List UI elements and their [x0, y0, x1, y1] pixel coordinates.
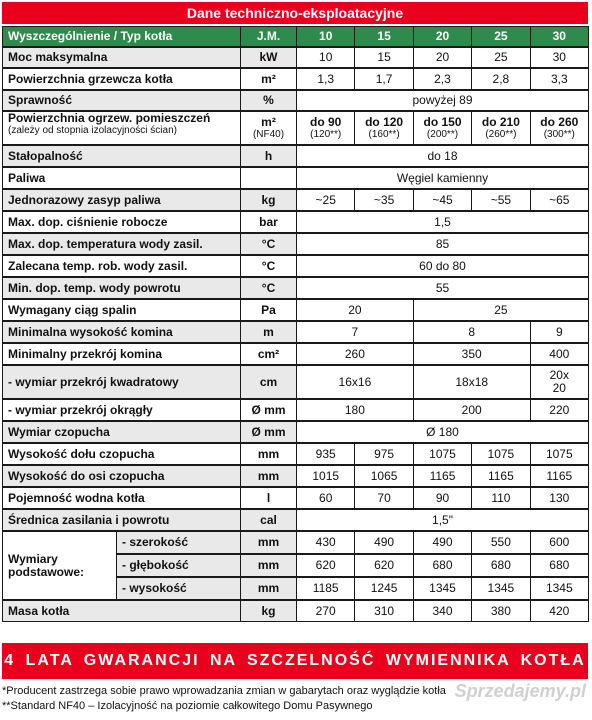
- row-23-value-2: 1345: [413, 577, 472, 600]
- row-22-value-0: 620: [296, 554, 355, 577]
- row-15-value-0: 180: [296, 399, 414, 421]
- row-unit-11: Pa: [240, 299, 297, 321]
- row-unit-3: [240, 111, 297, 145]
- row-label-sub: (zależy od stopnia izolacyjności ścian): [8, 125, 177, 136]
- value-sub: (120**): [310, 128, 342, 140]
- row-3-value-4: [530, 111, 589, 145]
- value-main: do 90: [310, 114, 342, 129]
- row-label-4: Stałopalność: [2, 145, 241, 167]
- value-main: do 120: [365, 114, 404, 129]
- row-12-value-2: 9: [530, 321, 589, 343]
- row-unit-21: mm: [240, 531, 297, 554]
- row-0-value-1: 15: [354, 47, 413, 68]
- row-11-value-0: 20: [296, 299, 414, 321]
- row-label-1: Powierzchnia grzewcza kotła: [2, 68, 241, 90]
- row-unit-1: m²: [240, 68, 297, 90]
- row-17-value-2: 1075: [413, 443, 472, 465]
- row-11-value-1: 25: [413, 299, 589, 321]
- row-18-value-0: 1015: [296, 465, 355, 487]
- row-label-17: Wysokość dołu czopucha: [2, 443, 241, 465]
- row-21-value-4: 600: [530, 531, 589, 554]
- value-main: do 210: [481, 114, 520, 129]
- row-label-6: Jednorazowy zasyp paliwa: [2, 189, 241, 211]
- row-21-value-2: 490: [413, 531, 472, 554]
- row-unit-sub: (NF40): [252, 128, 285, 140]
- row-23-value-3: 1345: [471, 577, 530, 600]
- row-12-value-1: 8: [413, 321, 531, 343]
- row-23-value-4: 1345: [530, 577, 589, 600]
- row-label-main: Powierzchnia ogrzew. pomieszczeń: [8, 111, 211, 125]
- row-16-value-0: Ø 180: [296, 421, 589, 443]
- row-label-3: [2, 111, 241, 145]
- row-3-value-0: [296, 111, 355, 145]
- row-21-value-1: 490: [354, 531, 413, 554]
- row-unit-15: Ø mm: [240, 399, 297, 421]
- header-model-25: 25: [471, 26, 530, 47]
- row-unit-main: m²: [261, 114, 276, 129]
- row-unit-20: cal: [240, 509, 297, 531]
- row-17-value-3: 1075: [471, 443, 530, 465]
- row-label-12: Minimalna wysokość komina: [2, 321, 241, 343]
- row-unit-18: mm: [240, 465, 297, 487]
- row-18-value-1: 1065: [354, 465, 413, 487]
- row-19-value-2: 90: [413, 487, 472, 509]
- value-main: do 260: [540, 114, 579, 129]
- value-sub: (260**): [485, 128, 517, 140]
- row-17-value-4: 1075: [530, 443, 589, 465]
- row-unit-9: °C: [240, 255, 297, 277]
- row-5-value-0: Węgiel kamienny: [296, 167, 589, 189]
- header-unit: J.M.: [240, 26, 297, 47]
- row-unit-19: l: [240, 487, 297, 509]
- row-23-value-1: 1245: [354, 577, 413, 600]
- row-3-value-2: [413, 111, 472, 145]
- row-17-value-1: 975: [354, 443, 413, 465]
- row-unit-22: mm: [240, 554, 297, 577]
- row-24-value-0: 270: [296, 600, 355, 622]
- row-2-value-0: powyżej 89: [296, 90, 589, 111]
- row-unit-10: °C: [240, 277, 297, 299]
- row-label-5: Paliwa: [2, 167, 241, 189]
- warranty-banner: 4 LATA GWARANCJI NA SZCZELNOŚĆ WYMIENNIKA KOTŁA: [2, 643, 588, 679]
- row-17-value-0: 935: [296, 443, 355, 465]
- row-19-value-0: 60: [296, 487, 355, 509]
- row-15-value-2: 220: [530, 399, 589, 421]
- row-22-value-1: 620: [354, 554, 413, 577]
- row-unit-14: cm: [240, 365, 297, 399]
- row-unit-6: kg: [240, 189, 297, 211]
- header-model-10: 10: [296, 26, 355, 47]
- row-4-value-0: do 18: [296, 145, 589, 167]
- row-19-value-3: 110: [471, 487, 530, 509]
- row-1-value-4: 3,3: [530, 68, 589, 90]
- row-label-7: Max. dop. ciśnienie robocze: [2, 211, 241, 233]
- row-14-value-0: 16x16: [296, 365, 414, 399]
- row-20-value-0: 1,5": [296, 509, 589, 531]
- row-1-value-2: 2,3: [413, 68, 472, 90]
- footnote-standard: **Standard NF40 – Izolacyjność na poziomie całkowitego Domu Pasywnego: [2, 700, 373, 712]
- row-6-value-2: ~45: [413, 189, 472, 211]
- row-label-15: - wymiar przekrój okrągły: [2, 399, 241, 421]
- row-19-value-4: 130: [530, 487, 589, 509]
- row-24-value-3: 380: [471, 600, 530, 622]
- value-sub: (200**): [426, 128, 459, 140]
- row-19-value-1: 70: [354, 487, 413, 509]
- row-0-value-2: 20: [413, 47, 472, 68]
- row-label-16: Wymiar czopucha: [2, 421, 241, 443]
- row-label-10: Min. dop. temp. wody powrotu: [2, 277, 241, 299]
- row-22-value-4: 680: [530, 554, 589, 577]
- row-12-value-0: 7: [296, 321, 414, 343]
- row-1-value-0: 1,3: [296, 68, 355, 90]
- table-title: Dane techniczno-eksploatacyjne: [2, 2, 588, 24]
- row-label-22: - głębokość: [116, 554, 241, 577]
- row-unit-4: h: [240, 145, 297, 167]
- footnote-producer: *Producent zastrzega sobie prawo wprowadzania zmian w gabarytach oraz wyglądzie kotła: [2, 685, 446, 697]
- watermark-logo: Sprzedajemy.pl: [454, 681, 586, 701]
- value-sub: (160**): [368, 128, 400, 140]
- row-label-21: - szerokość: [116, 531, 241, 554]
- row-21-value-3: 550: [471, 531, 530, 554]
- row-unit-23: mm: [240, 577, 297, 600]
- row-unit-0: kW: [240, 47, 297, 68]
- row-0-value-0: 10: [296, 47, 355, 68]
- row-unit-16: Ø mm: [240, 421, 297, 443]
- row-6-value-0: ~25: [296, 189, 355, 211]
- row-13-value-1: 350: [413, 343, 531, 365]
- row-label-13: Minimalny przekrój komina: [2, 343, 241, 365]
- row-unit-8: °C: [240, 233, 297, 255]
- row-3-value-3: [471, 111, 530, 145]
- row-6-value-1: ~35: [354, 189, 413, 211]
- value-sub: (300**): [543, 128, 575, 140]
- row-6-value-4: ~65: [530, 189, 589, 211]
- row-unit-12: m: [240, 321, 297, 343]
- row-0-value-4: 30: [530, 47, 589, 68]
- header-label: Wyszczególnienie / Typ kotła: [2, 26, 241, 47]
- row-18-value-2: 1165: [413, 465, 472, 487]
- row-label-8: Max. dop. temperatura wody zasil.: [2, 233, 241, 255]
- row-unit-5: [240, 167, 297, 189]
- row-1-value-1: 1,7: [354, 68, 413, 90]
- row-label-24: Masa kotła: [2, 600, 241, 622]
- row-label-2: Sprawność: [2, 90, 241, 111]
- row-label-14: - wymiar przekrój kwadratowy: [2, 365, 241, 399]
- row-13-value-0: 260: [296, 343, 414, 365]
- row-24-value-4: 420: [530, 600, 589, 622]
- row-unit-17: mm: [240, 443, 297, 465]
- row-18-value-3: 1165: [471, 465, 530, 487]
- row-13-value-2: 400: [530, 343, 589, 365]
- row-unit-13: cm²: [240, 343, 297, 365]
- row-label-19: Pojemność wodna kotła: [2, 487, 241, 509]
- group-label-dimensions: Wymiary podstawowe:: [2, 531, 117, 600]
- header-model-15: 15: [354, 26, 413, 47]
- row-unit-2: %: [240, 90, 297, 111]
- row-10-value-0: 55: [296, 277, 589, 299]
- row-unit-24: kg: [240, 600, 297, 622]
- header-model-30: 30: [530, 26, 589, 47]
- row-label-9: Zalecana temp. rob. wody zasil.: [2, 255, 241, 277]
- value-main: do 150: [423, 114, 462, 129]
- row-3-value-1: [354, 111, 413, 145]
- row-7-value-0: 1,5: [296, 211, 589, 233]
- row-unit-7: bar: [240, 211, 297, 233]
- row-14-value-1: 18x18: [413, 365, 531, 399]
- row-24-value-1: 310: [354, 600, 413, 622]
- row-label-23: - wysokość: [116, 577, 241, 600]
- row-label-11: Wymagany ciąg spalin: [2, 299, 241, 321]
- row-label-0: Moc maksymalna: [2, 47, 241, 68]
- header-model-20: 20: [413, 26, 472, 47]
- row-18-value-4: 1165: [530, 465, 589, 487]
- row-22-value-3: 680: [471, 554, 530, 577]
- row-23-value-0: 1185: [296, 577, 355, 600]
- row-1-value-3: 2,8: [471, 68, 530, 90]
- row-15-value-1: 200: [413, 399, 531, 421]
- row-label-18: Wysokość do osi czopucha: [2, 465, 241, 487]
- row-21-value-0: 430: [296, 531, 355, 554]
- row-9-value-0: 60 do 80: [296, 255, 589, 277]
- row-6-value-3: ~55: [471, 189, 530, 211]
- row-14-value-2: 20x 20: [530, 365, 589, 399]
- row-8-value-0: 85: [296, 233, 589, 255]
- row-24-value-2: 340: [413, 600, 472, 622]
- row-22-value-2: 680: [413, 554, 472, 577]
- row-label-20: Średnica zasilania i powrotu: [2, 509, 241, 531]
- row-0-value-3: 25: [471, 47, 530, 68]
